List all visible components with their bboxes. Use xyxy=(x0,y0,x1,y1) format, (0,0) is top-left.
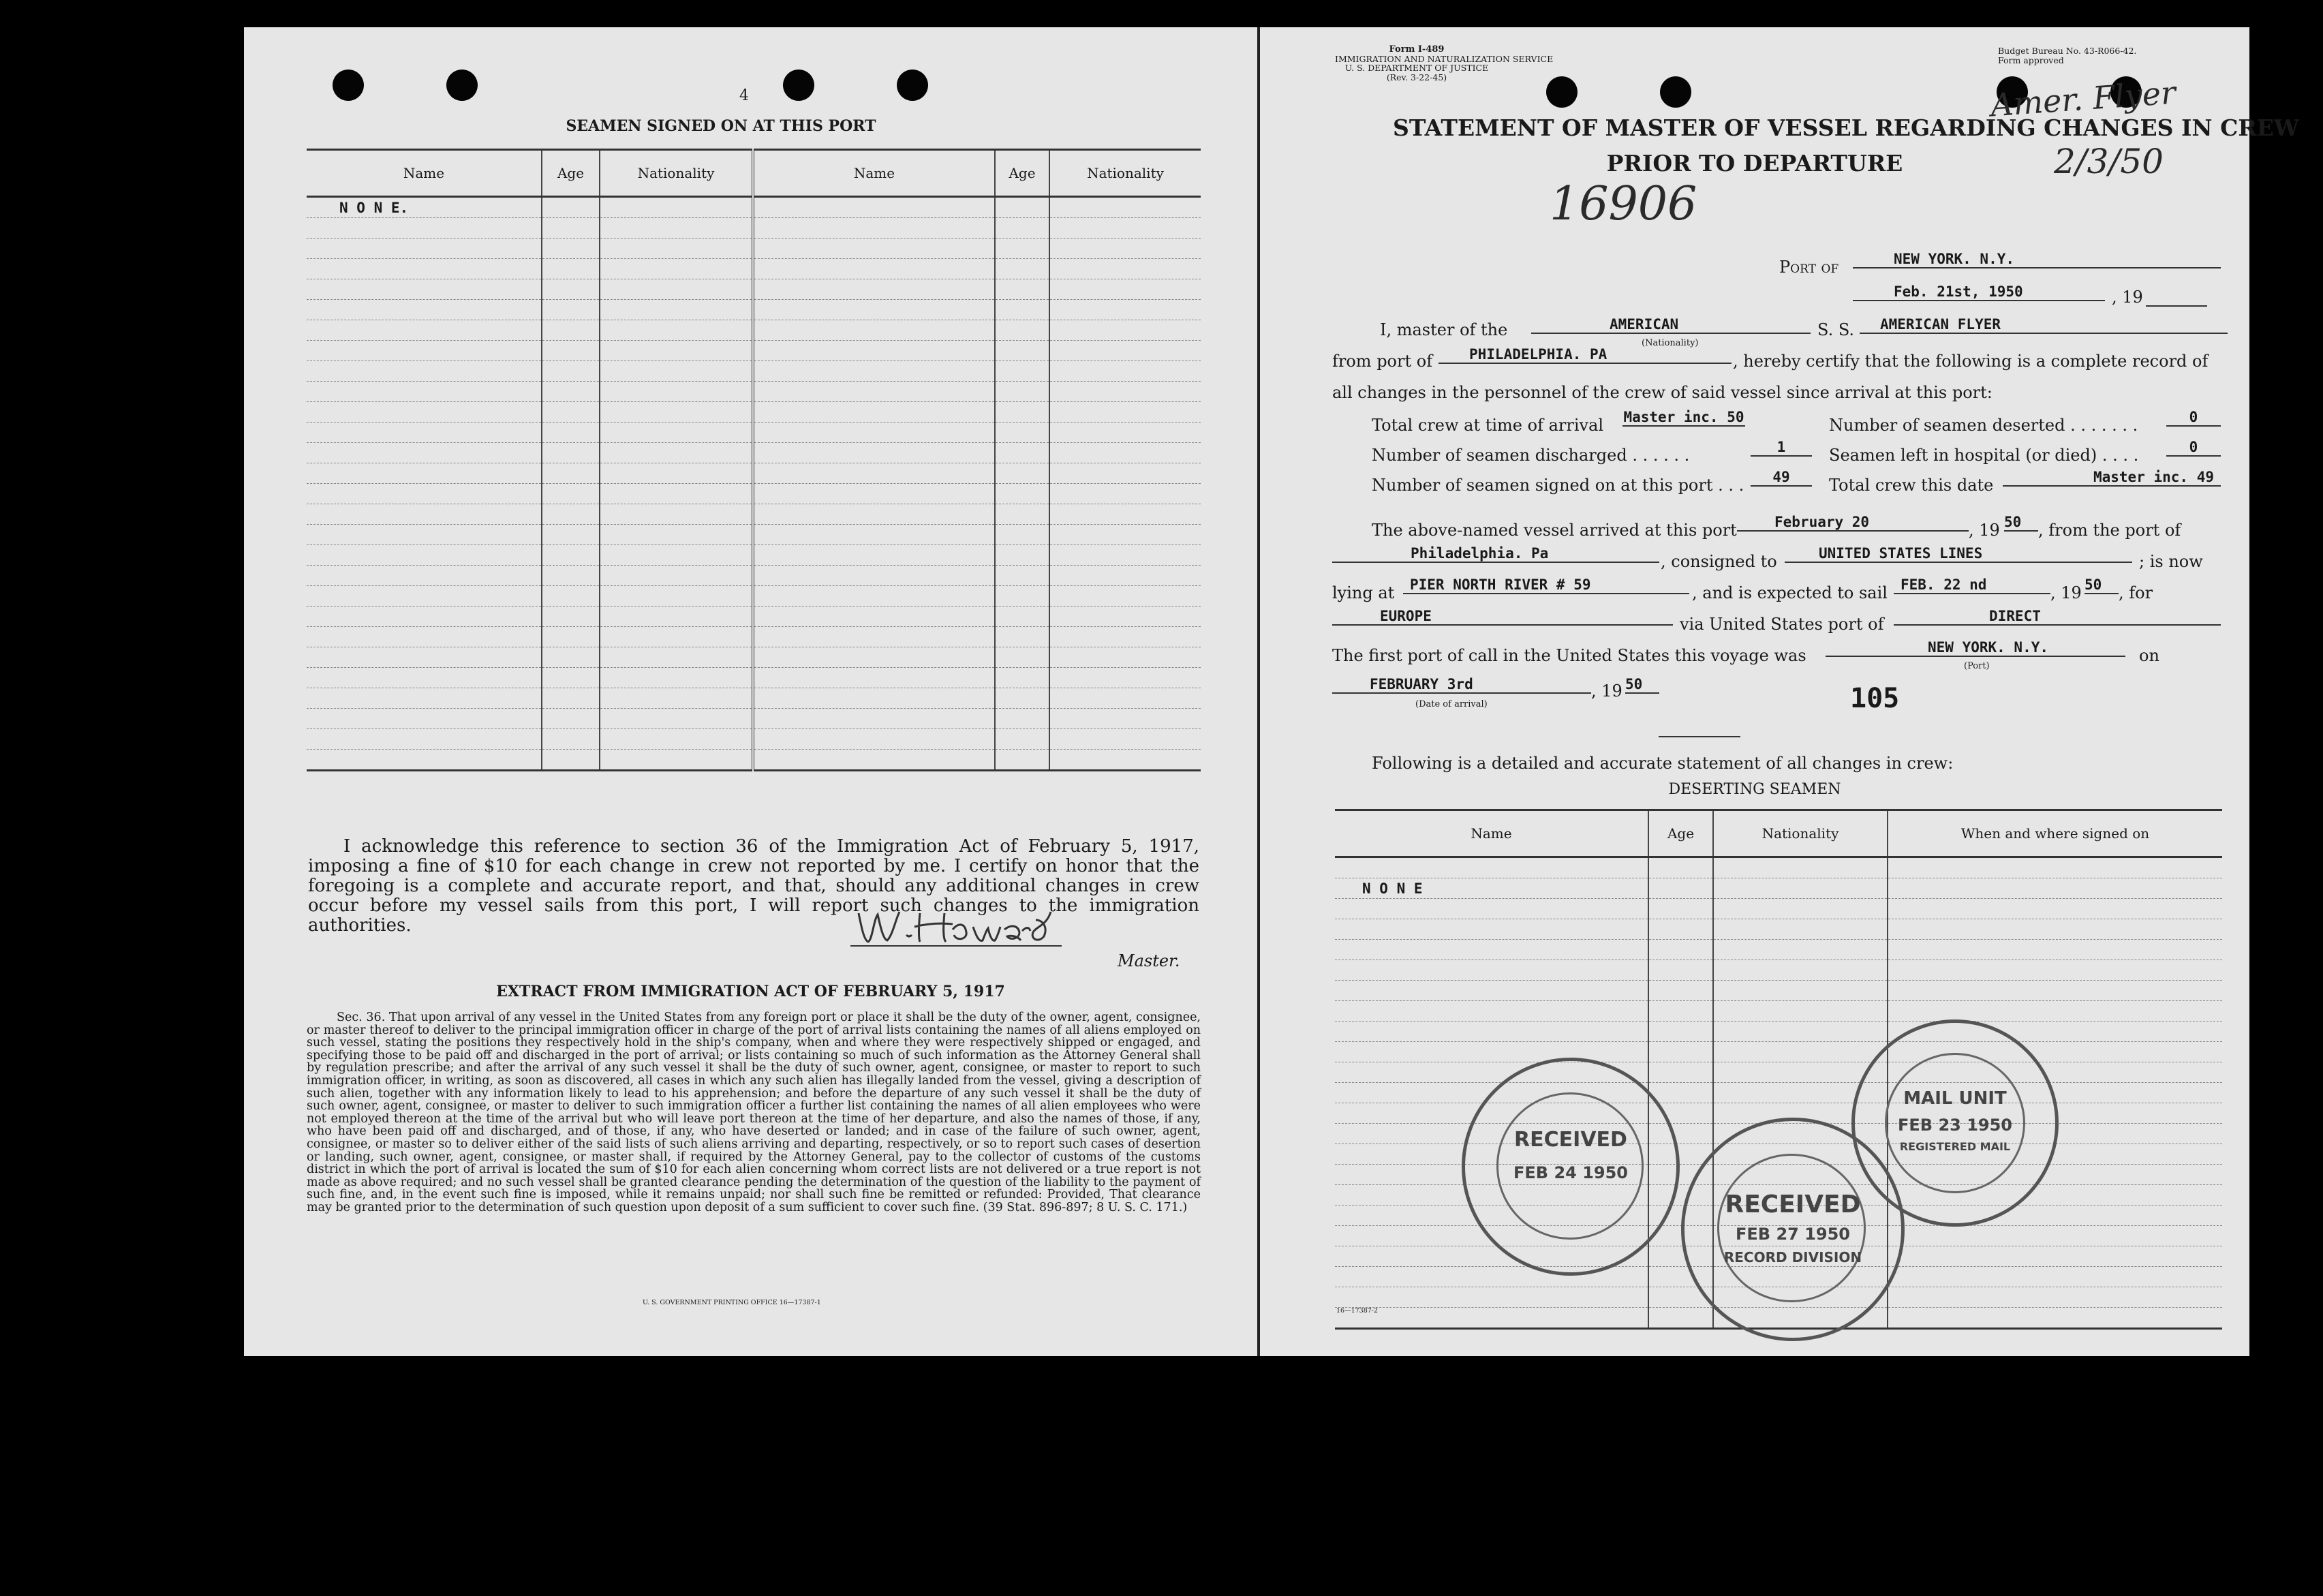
port-caption: (Port) xyxy=(1964,661,1990,671)
for-label: , for xyxy=(2119,583,2153,602)
nationality-value: AMERICAN xyxy=(1531,316,1811,334)
col-age: Age xyxy=(542,150,600,197)
certification-text: I acknowledge this reference to section 36 of the Immigration Act of February 5, 1917, imposing a fine of $10 for each change in crew not reported by me. I certify on honor that the foregoing is a complete and accurate report, and that, should any additional changes in crew occur before my vessel sails from this port, I will report such changes to the immigration authorities. xyxy=(308,836,1199,936)
table-row xyxy=(1335,878,2222,899)
left-page xyxy=(244,27,1257,1356)
table-row xyxy=(307,197,1201,218)
page-number: 4 xyxy=(739,87,749,104)
form-subtitle: PRIOR TO DEPARTURE xyxy=(1606,150,1903,177)
table-row xyxy=(1335,1042,2222,1062)
first-port-value: NEW YORK. N.Y. xyxy=(1826,639,2125,657)
none-entry: N O N E. xyxy=(307,197,542,218)
deserted-label: Number of seamen deserted . . . . . . . xyxy=(1829,416,2138,435)
handwritten-vessel-note: Amer. Flyer xyxy=(1989,74,2177,124)
certify-text: , hereby certify that the following is a complete record of xyxy=(1733,352,2209,371)
signed-on-label: Number of seamen signed on at this port . . . xyxy=(1372,476,1744,495)
deserting-title: DESERTING SEAMEN xyxy=(1668,781,1841,798)
form-department: U. S. DEPARTMENT OF JUSTICE xyxy=(1344,63,1489,73)
consignee-value: UNITED STATES LINES xyxy=(1785,545,2132,563)
first-year: 50 xyxy=(1625,676,1659,694)
seamen-signed-on-table xyxy=(307,149,1201,771)
none-entry: N O N E xyxy=(1335,878,1648,899)
origin-port-value: Philadelphia. Pa xyxy=(1332,545,1659,563)
lying-label: lying at xyxy=(1332,583,1395,602)
budget-header xyxy=(1998,46,2136,65)
table-row xyxy=(307,218,1201,239)
hospital-value: 0 xyxy=(2166,439,2221,457)
from-port-value: PHILADELPHIA. PA xyxy=(1439,346,1732,364)
extract-text: Sec. 36. That upon arrival of any vessel in the United States from any foreign port or place it shall be the duty of the owner, agent, consignee, or master thereof to deliver to the principal immigration officer in charge of the port of arrival lists containing the names of all aliens employed on such vessel, stating the positions they respectively hold in the ship's company, when and where they were respectively shipped or engaged, and specifying those to be paid off and discharged in the port of arrival; or lists containing so much of such information as the Attorney General shall by regulation prescribe; and after the arrival of any such vessel it shall be the duty of such owner, agent, consignee, or master to report to such immigration officer, in writing, as soon as discovered, all cases in which any such alien has illegally landed from the vessel, giving a description of such alien, together with any information likely to lead to his apprehension; and before the departure of any such vessel it shall be the duty of such owner, agent, consignee, or master to deliver to such immigration officer a further list containing the names of all alien employees who were not employed thereon at the time of the arrival but who will leave port thereon at the time of her departure, and also the names of those, if any, who have been paid off and discharged, and of those, if any, who have deserted or landed; and in case of the failure of such owner, agent, consignee, or master so to deliver either of the said lists of such aliens arriving and departing, respectively, or so to report such cases of desertion or landing, such owner, agent, consignee, or master shall, if required by the Attorney General, pay to the collector of customs of the customs district in which the port of arrival is located the sum of $10 for each alien concerning whom correct lists are not delivered or a true report is not made as above required; and no such vessel shall be granted clearance pending the determination of the question of the liability to the payment of such fine, and, in the event such fine is imposed, while it remains unpaid; nor shall such fine be remitted or refunded: Provided, That clearance may be granted prior to the determination of such question upon deposit of a sum sufficient to cover such fine. (39 Stat. 896-897; 8 U. S. C. 171.) xyxy=(307,1011,1201,1214)
table-row xyxy=(1335,919,2222,940)
form-header xyxy=(1335,44,1554,82)
table-row xyxy=(307,647,1201,668)
form-agency: IMMIGRATION AND NATURALIZATION SERVICE xyxy=(1335,53,1554,64)
table-row xyxy=(1335,1062,2222,1083)
total-date-value: Master inc. 49 xyxy=(2003,469,2221,487)
arrived-label: The above-named vessel arrived at this port xyxy=(1372,521,1737,540)
col-name: Name xyxy=(753,150,995,197)
punch-hole xyxy=(1660,76,1691,108)
table-row xyxy=(307,525,1201,545)
ship-name: AMERICAN FLYER xyxy=(1860,316,2228,334)
budget-number: Budget Bureau No. 43-R066-42. xyxy=(1998,46,2137,56)
table-row xyxy=(307,382,1201,402)
table-row xyxy=(307,443,1201,463)
date-caption: (Date of arrival) xyxy=(1415,699,1488,709)
punch-hole xyxy=(446,70,478,101)
extract-title: EXTRACT FROM IMMIGRATION ACT OF FEBRUARY 5, 1917 xyxy=(496,983,1005,1000)
table-row xyxy=(307,627,1201,647)
col-nationality: Nationality xyxy=(600,150,753,197)
table-row xyxy=(1335,1083,2222,1103)
table-row xyxy=(307,259,1201,279)
table-row xyxy=(307,239,1201,259)
punch-hole xyxy=(897,70,928,101)
table-row xyxy=(307,607,1201,627)
form-revision: (Rev. 3-22-45) xyxy=(1386,72,1447,82)
table-row xyxy=(307,402,1201,423)
arrived-year: 50 xyxy=(2004,514,2038,532)
table-row xyxy=(307,688,1201,709)
col-nationality: Nationality xyxy=(1049,150,1201,197)
table-row xyxy=(1335,1001,2222,1022)
table-row xyxy=(307,709,1201,729)
expected-label: , and is expected to sail xyxy=(1692,583,1888,602)
date-year-line xyxy=(2146,305,2207,307)
table-row xyxy=(1335,1022,2222,1042)
destination-value: EUROPE xyxy=(1332,608,1673,626)
stamp-registered: REGISTERED MAIL xyxy=(1899,1140,2011,1153)
handwritten-file-number: 16906 xyxy=(1550,177,1697,231)
stamp-date: FEB 23 1950 xyxy=(1898,1116,2012,1135)
table-row xyxy=(307,423,1201,443)
col-signed-on: When and where signed on xyxy=(1888,810,2222,857)
consigned-label: , consigned to xyxy=(1661,552,1777,571)
stamp-heading: MAIL UNIT xyxy=(1903,1088,2007,1109)
first-year-prefix: , 19 xyxy=(1591,681,1622,701)
table-row xyxy=(307,750,1201,771)
sail-year-prefix: , 19 xyxy=(2050,583,2082,602)
col-name: Name xyxy=(307,150,542,197)
certify-text-2: all changes in the personnel of the crew of said vessel since arrival at this port: xyxy=(1332,383,1993,402)
arrived-year-prefix: , 19 xyxy=(1969,521,2000,540)
following-label: Following is a detailed and accurate statement of all changes in crew: xyxy=(1372,754,1954,773)
gpo-line: U. S. GOVERNMENT PRINTING OFFICE 16—17387-1 xyxy=(643,1299,821,1306)
signature-caption: Master. xyxy=(1118,951,1180,970)
deserted-value: 0 xyxy=(2166,409,2221,427)
form-approved: Form approved xyxy=(1998,55,2064,65)
punch-hole xyxy=(1546,76,1578,108)
table-row xyxy=(1335,857,2222,878)
master-label: I, master of the xyxy=(1380,320,1508,339)
mail-unit-stamp xyxy=(1851,1019,2059,1227)
received-stamp xyxy=(1462,1058,1680,1276)
footer-code: 16—17387-2 xyxy=(1336,1307,1379,1315)
first-arrival-date: FEBRUARY 3rd xyxy=(1332,676,1591,694)
stamp-date: FEB 24 1950 xyxy=(1513,1163,1628,1182)
ss-label: S. S. xyxy=(1817,320,1855,339)
table-row xyxy=(307,729,1201,750)
handwritten-date: 2/3/50 xyxy=(2054,142,2164,181)
table-row xyxy=(1335,960,2222,981)
table-row xyxy=(307,586,1201,607)
stamp-heading: RECEIVED xyxy=(1514,1128,1627,1152)
total-date-label: Total crew this date xyxy=(1829,476,1994,495)
stamp-heading: RECEIVED xyxy=(1725,1191,1861,1218)
from-port-of-label: , from the port of xyxy=(2038,521,2181,540)
table-row xyxy=(307,300,1201,320)
via-label: via United States port of xyxy=(1680,615,1884,634)
discharged-label: Number of seamen discharged . . . . . . xyxy=(1372,446,1690,465)
lying-value: PIER NORTH RIVER # 59 xyxy=(1403,577,1689,594)
code-number: 105 xyxy=(1850,683,1900,714)
table-row xyxy=(1335,899,2222,919)
date-suffix: , 19 xyxy=(2112,288,2143,307)
form-number: Form I-489 xyxy=(1389,44,1445,55)
col-age: Age xyxy=(995,150,1049,197)
total-arrival-value: Master inc. 50 xyxy=(1623,409,1744,425)
col-nationality: Nationality xyxy=(1713,810,1888,857)
table-row xyxy=(307,361,1201,382)
discharged-value: 1 xyxy=(1751,439,1812,457)
table-row xyxy=(307,320,1201,341)
table-row xyxy=(307,504,1201,525)
col-name: Name xyxy=(1335,810,1648,857)
table-row xyxy=(307,279,1201,300)
table-row xyxy=(307,341,1201,361)
table-row xyxy=(307,545,1201,566)
arrived-value: February 20 xyxy=(1737,514,1969,532)
via-value: DIRECT xyxy=(1894,608,2221,626)
port-label: Port of xyxy=(1779,258,1839,277)
left-title: SEAMEN SIGNED ON AT THIS PORT xyxy=(566,117,876,135)
master-signature xyxy=(844,900,1068,954)
table-row xyxy=(307,484,1201,504)
from-port-label: from port of xyxy=(1332,352,1433,371)
statement-date: Feb. 21st, 1950 xyxy=(1853,283,2105,301)
form-title: STATEMENT OF MASTER OF VESSEL REGARDING CHANGES IN CREW xyxy=(1393,114,2299,141)
on-label: on xyxy=(2139,646,2159,665)
table-row xyxy=(307,463,1201,484)
total-arrival-label: Total crew at time of arrival xyxy=(1372,416,1604,435)
table-row xyxy=(307,566,1201,586)
stamp-division: RECORD DIVISION xyxy=(1723,1249,1862,1265)
port-value: NEW YORK. N.Y. xyxy=(1853,251,2221,268)
punch-hole xyxy=(783,70,814,101)
separator-line xyxy=(1659,736,1740,737)
right-page xyxy=(1260,27,2299,1356)
table-row xyxy=(1335,940,2222,960)
first-port-label: The first port of call in the United States this voyage was xyxy=(1332,646,1806,665)
col-age: Age xyxy=(1648,810,1713,857)
stamp-date: FEB 27 1950 xyxy=(1736,1225,1850,1244)
hospital-label: Seamen left in hospital (or died) . . . . xyxy=(1829,446,2139,465)
sail-year: 50 xyxy=(2084,577,2119,594)
signed-on-value: 49 xyxy=(1751,469,1812,487)
sail-date: FEB. 22 nd xyxy=(1894,577,2050,594)
table-row xyxy=(1335,981,2222,1001)
punch-hole xyxy=(333,70,364,101)
nationality-caption: (Nationality) xyxy=(1642,338,1699,348)
is-now-label: ; is now xyxy=(2139,552,2203,571)
table-row xyxy=(307,668,1201,688)
